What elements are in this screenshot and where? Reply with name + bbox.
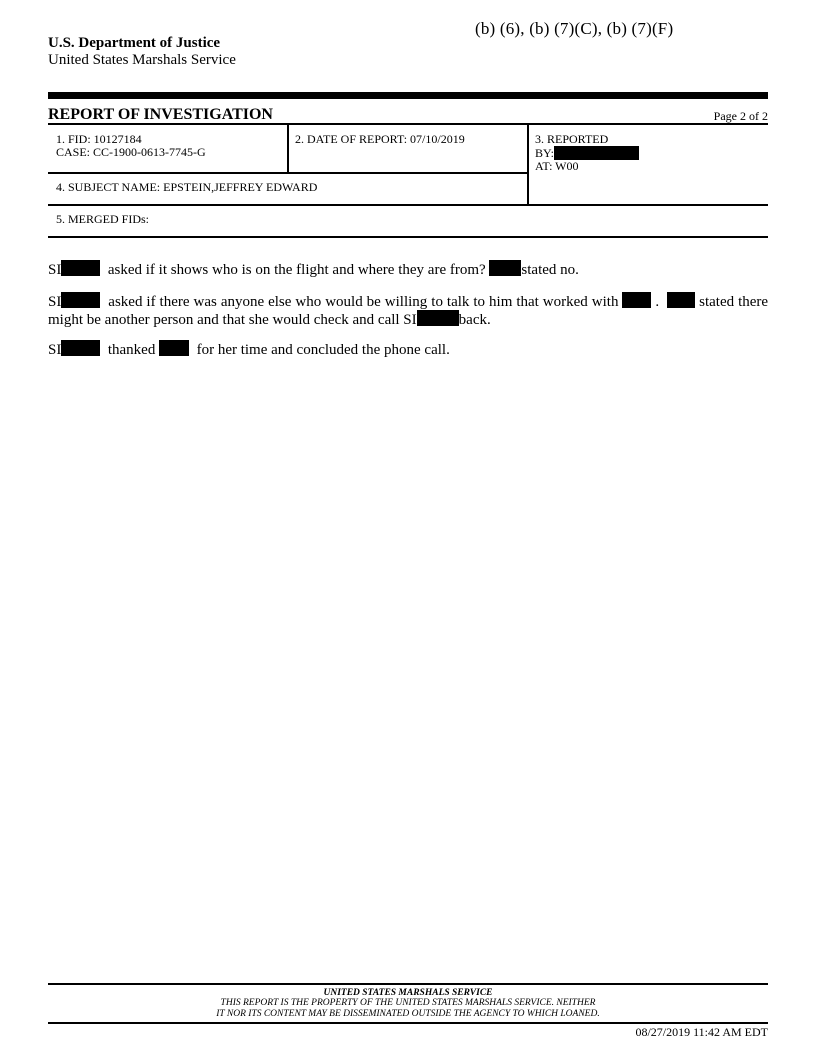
- footer-bottom-rule: [48, 1022, 768, 1024]
- fid-field: [56, 133, 206, 159]
- redaction-box: [61, 260, 100, 276]
- report-title: REPORT OF INVESTIGATION: [48, 106, 273, 123]
- redaction-box: [622, 292, 651, 308]
- col2-divider: [527, 124, 529, 205]
- reported-label: 3. REPORTED: [535, 132, 609, 146]
- merged-fids-field: 5. MERGED FIDs:: [56, 212, 150, 226]
- redaction-box: [489, 260, 521, 276]
- redaction-box: [554, 146, 639, 160]
- department-name: U.S. Department of Justice: [48, 35, 221, 51]
- footer-top-rule: [48, 983, 768, 985]
- subject-name-field: 4. SUBJECT NAME: EPSTEIN,JEFFREY EDWARD: [56, 180, 318, 194]
- page-number: Page 2 of 2: [713, 109, 768, 123]
- header-rule: [48, 92, 768, 99]
- table-bottom-rule: [48, 236, 768, 238]
- case-value: CASE: CC-1900-0613-7745-G: [56, 145, 206, 159]
- redaction-box: [667, 292, 695, 308]
- agency-header: [48, 35, 236, 69]
- redaction-box: [159, 340, 189, 356]
- print-timestamp: 08/27/2019 11:42 AM EDT: [635, 1025, 768, 1039]
- footer-agency: UNITED STATES MARSHALS SERVICE: [323, 988, 493, 998]
- redaction-box: [61, 292, 100, 308]
- date-of-report-field: 2. DATE OF REPORT: 07/10/2019: [295, 132, 465, 146]
- redaction-box: [61, 340, 100, 356]
- narrative-paragraph-1: SI asked if it shows who is on the flight and where they are from? stated no.: [48, 262, 579, 278]
- service-name: United States Marshals Service: [48, 52, 236, 68]
- table-top-rule: [48, 123, 768, 125]
- row2-bottom-rule: [48, 204, 768, 206]
- by-label: BY:: [535, 146, 554, 160]
- narrative-paragraph-2: SI asked if there was anyone else who would be willing to talk to him that worked with . stated there might be another person and that she would check and call SI back.: [48, 294, 769, 328]
- at-value: AT: W00: [535, 159, 579, 173]
- reported-by-field: [535, 133, 639, 173]
- footer-disclaimer: THIS REPORT IS THE PROPERTY OF THE UNITED STATES MARSHALS SERVICE. NEITHER IT NOR ITS CONTENT MAY BE DISSEMINATED OUTSIDE THE AGENCY TO WHICH LOANED.: [216, 998, 600, 1019]
- fid-value: 1. FID: 10127184: [56, 132, 142, 146]
- redaction-box: [417, 310, 459, 326]
- col1-divider: [287, 124, 289, 173]
- foia-exemption-codes: (b) (6), (b) (7)(C), (b) (7)(F): [475, 19, 674, 38]
- narrative-paragraph-3: SI thanked for her time and concluded the phone call.: [48, 342, 450, 358]
